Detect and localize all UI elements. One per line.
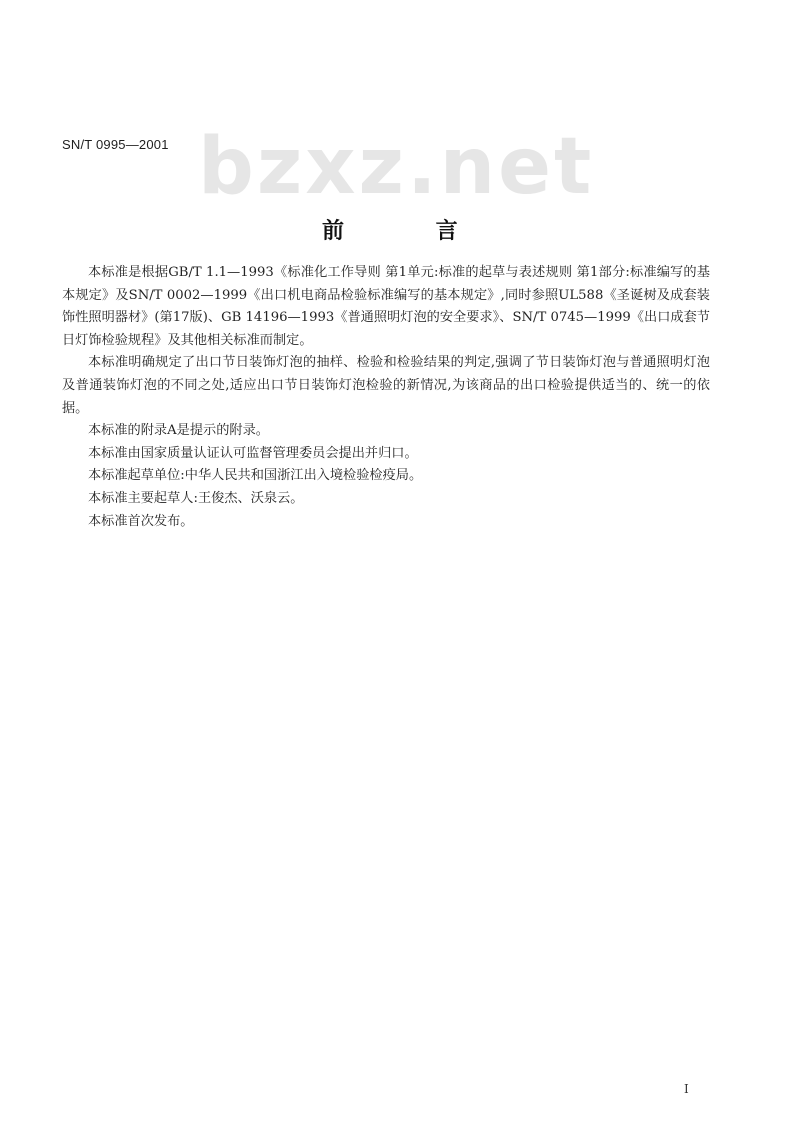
paragraph: 本标准由国家质量认证认可监督管理委员会提出并归口。 xyxy=(88,445,418,461)
paragraph: 本标准首次发布。 xyxy=(88,513,194,529)
foreword-body xyxy=(62,262,710,533)
paragraph: 本标准起草单位:中华人民共和国浙江出入境检验检疫局。 xyxy=(88,468,423,484)
paragraph: 本标准主要起草人:王俊杰、沃泉云。 xyxy=(88,490,304,506)
paragraph: 本标准是根据GB/T 1.1—1993《标准化工作导则 第1单元:标准的起草与表述规则 第1部分:标准编写的基本规定》及SN/T 0002—1999《出口机电商品检验标准编写的基本规定》,同时参照UL588《圣诞树及成套装饰性照明器材》(第17版)、GB 14196—1993《普通照明灯泡的安全要求》、SN/T 0745—1999《出口成套节日灯饰检验规程》及其他相关标准而制定。 xyxy=(62,265,710,348)
page-number: I xyxy=(684,1082,689,1096)
watermark: bzxz.net xyxy=(198,122,595,212)
paragraph: 本标准明确规定了出口节日装饰灯泡的抽样、检验和检验结果的判定,强调了节日装饰灯泡与普通照明灯泡及普通装饰灯泡的不同之处,适应出口节日装饰灯泡检验的新情况,为该商品的出口检验提供适当的、统一的依据。 xyxy=(62,355,710,416)
standard-code: SN/T 0995—2001 xyxy=(62,137,169,152)
page-title: 前 言 xyxy=(322,218,500,244)
paragraph: 本标准的附录A是提示的附录。 xyxy=(88,423,269,439)
